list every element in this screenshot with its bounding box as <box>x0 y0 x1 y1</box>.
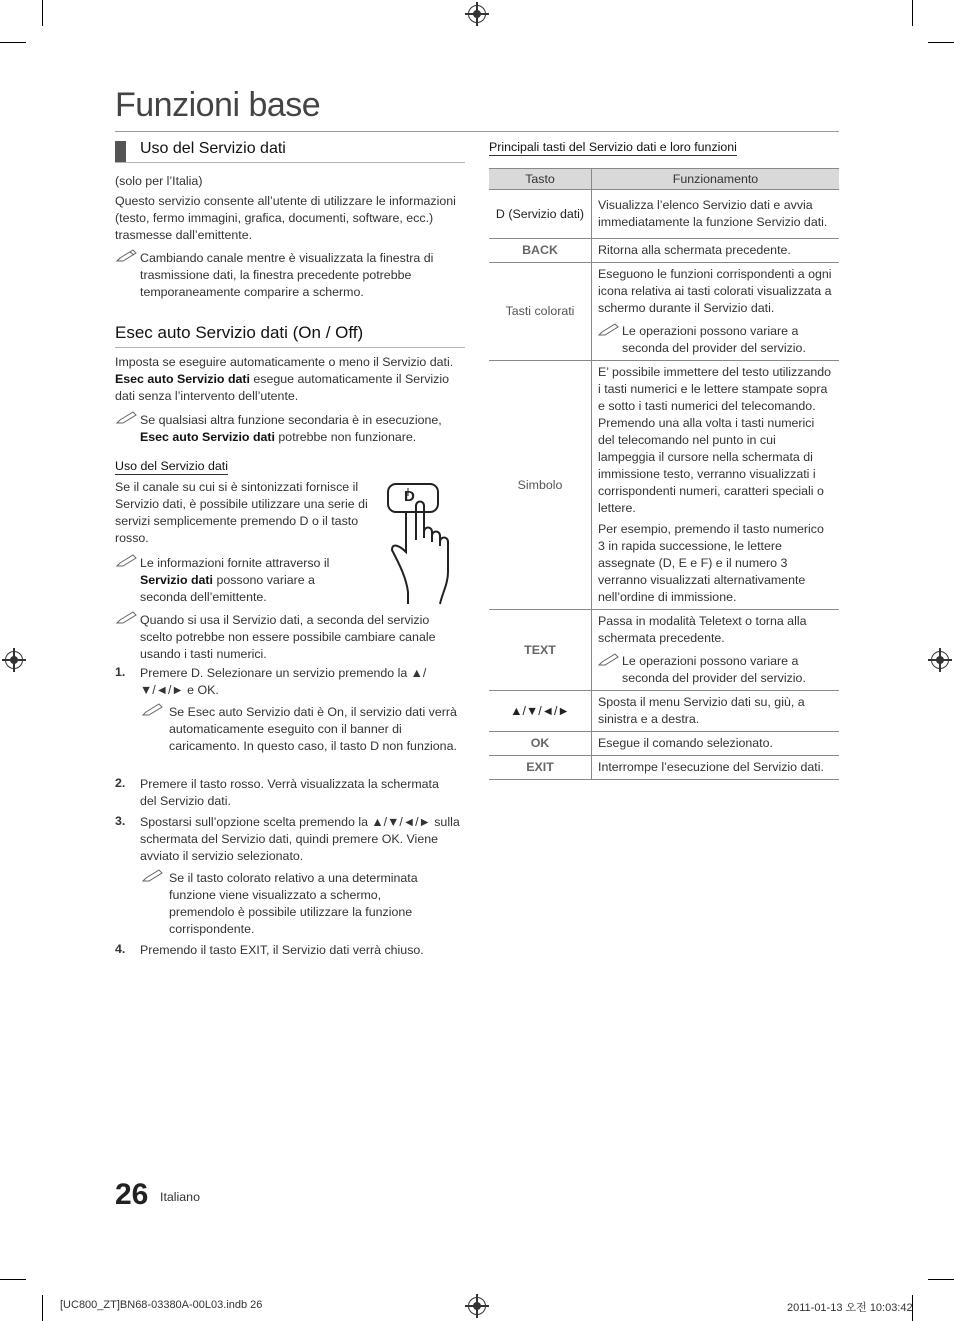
note-pencil-icon <box>142 869 164 883</box>
note-text: Se Esec auto Servizio dati è On, il servizio dati verrà automaticamente eseguito con il banner di caricamento. In questo caso, il tasto D non funziona. <box>169 705 457 753</box>
registration-mark-icon <box>931 651 949 669</box>
function-cell <box>592 263 840 361</box>
note-text: Se qualsiasi altra funzione secondaria è in esecuzione, Esec auto Servizio dati potrebbe non funzionare. <box>140 413 442 444</box>
key-cell: Tasti colorati <box>489 263 592 361</box>
paragraph: (solo per l’Italia) <box>115 174 203 188</box>
column-header: Tasto <box>489 169 592 190</box>
table-row <box>489 732 839 756</box>
column-header: Funzionamento <box>592 169 840 190</box>
step-text: Premere D. Selezionare un servizio premendo la ▲/▼/◄/► e OK. <box>140 666 427 697</box>
function-text: Eseguono le funzioni corrispondenti a ogni icona relativa ai tasti colorati visualizzata a schermo durante il Servizio dati. <box>598 267 832 315</box>
note-pencil-icon <box>598 323 620 337</box>
key-cell: BACK <box>489 239 592 263</box>
function-cell: Esegue il comando selezionato. <box>592 732 840 756</box>
print-footer-file: [UC800_ZT]BN68-03380A-00L03.indb 26 <box>60 1299 263 1311</box>
note-text: Quando si usa il Servizio dati, a seconda del servizio scelto potrebbe non essere possibile cambiare canale usando i tasti numerici. <box>140 613 436 661</box>
note-pencil-icon <box>116 554 138 568</box>
function-cell: Sposta il menu Servizio dati su, giù, a sinistra e a destra. <box>592 691 840 732</box>
registration-mark-icon <box>5 651 23 669</box>
crop-mark <box>42 1295 43 1321</box>
table-title: Principali tasti del Servizio dati e loro funzioni <box>489 140 737 154</box>
crop-mark <box>912 0 913 26</box>
key-cell: OK <box>489 732 592 756</box>
table-header-row <box>489 169 839 190</box>
function-cell <box>592 610 840 691</box>
crop-mark <box>0 1279 26 1280</box>
note-text: Le informazioni fornite attraverso il Servizio dati possono variare a seconda dell’emittente. <box>140 556 330 604</box>
key-cell: EXIT <box>489 756 592 780</box>
table-row <box>489 263 839 361</box>
function-cell <box>592 361 840 610</box>
note-pencil-icon <box>116 411 138 425</box>
crop-mark <box>928 1279 954 1280</box>
heading-rule <box>115 162 465 163</box>
remote-hand-icon <box>386 480 468 606</box>
key-cell: Simbolo <box>489 361 592 610</box>
function-cell: Visualizza l’elenco Servizio dati e avvia immediatamente la funzione Servizio dati. <box>592 190 840 239</box>
table-row <box>489 239 839 263</box>
paragraph: Questo servizio consente all’utente di utilizzare le informazioni (testo, fermo immagini, grafica, documenti, software, ecc.) trasmesse dall’emittente. <box>115 194 456 242</box>
note-text: Le operazioni possono variare a seconda del provider del servizio. <box>622 654 806 685</box>
table-row <box>489 691 839 732</box>
print-footer-date: 2011-01-13 오전 10:03:42 <box>787 1302 913 1314</box>
table-row <box>489 361 839 610</box>
step-text: Spostarsi sull’opzione scelta premendo la ▲/▼/◄/► sulla schermata del Servizio dati, quindi premere OK. Viene avviato il servizio selezionato. <box>140 815 460 863</box>
note-pencil-icon <box>116 611 138 625</box>
registration-mark-icon <box>468 5 486 23</box>
page-language: Italiano <box>160 1190 200 1204</box>
function-cell: Interrompe l’esecuzione del Servizio dati. <box>592 756 840 780</box>
paragraph: Imposta se eseguire automaticamente o meno il Servizio dati. Esec auto Servizio dati esegue automaticamente il Servizio dati senza l’intervento dell’utente. <box>115 355 454 403</box>
note-text: Le operazioni possono variare a seconda del provider del servizio. <box>622 324 806 355</box>
crop-mark <box>0 42 26 43</box>
heading-bar <box>115 141 126 162</box>
remote-key-label: D <box>404 488 415 505</box>
step-number: 1. <box>115 665 126 679</box>
note-pencil-icon <box>598 653 620 667</box>
step-text: Premere il tasto rosso. Verrà visualizzata la schermata del Servizio dati. <box>140 777 439 808</box>
page-title: Funzioni base <box>115 86 321 124</box>
crop-mark <box>928 42 954 43</box>
function-text: Passa in modalità Teletext o torna alla schermata precedente. <box>598 614 807 645</box>
function-text: Per esempio, premendo il tasto numerico 3 in rapida successione, le lettere assegnate (D, E e F) e il numero 3 verranno visualizzati alternativamente nell’ordine di immissione. <box>598 522 824 604</box>
note-text: Se il tasto colorato relativo a una determinata funzione viene visualizzato a schermo, premendolo è possibile utilizzare la funzione corrispondente. <box>169 871 418 936</box>
registration-mark-icon <box>468 1297 486 1315</box>
step-text: Premendo il tasto EXIT, il Servizio dati verrà chiuso. <box>140 943 424 957</box>
title-rule <box>115 131 839 132</box>
note-text: Cambiando canale mentre è visualizzata la finestra di trasmissione dati, la finestra precedente potrebbe temporaneamente comparire a schermo. <box>140 251 434 299</box>
table-row <box>489 190 839 239</box>
step-number: 4. <box>115 942 126 956</box>
key-cell: D (Servizio dati) <box>489 190 592 239</box>
table-note <box>598 653 833 687</box>
paragraph: Se il canale su cui si è sintonizzati fornisce il Servizio dati, è possibile utilizzare una serie di servizi semplicemente premendo D o il tasto rosso. <box>115 480 368 545</box>
table-row <box>489 756 839 780</box>
key-cell: TEXT <box>489 610 592 691</box>
crop-mark <box>42 0 43 26</box>
function-text: E’ possibile immettere del testo utilizzando i tasti numerici e le lettere stampate sopra e sotto i tasti numerici del telecomando. Premendo una alla volta i tasti numerici del telecomando nel punto in cui lampeggia il cursore nella schermata di immissione testo, verranno visualizzati i corrispondenti numeri, caratteri speciali o lettere. <box>598 365 832 515</box>
page-number: 26 <box>115 1178 149 1211</box>
table-note <box>598 323 833 357</box>
table-row <box>489 610 839 691</box>
section-heading: Esec auto Servizio dati (On / Off) <box>115 323 364 342</box>
note-pencil-icon <box>116 249 138 263</box>
step-number: 2. <box>115 776 126 790</box>
heading-rule <box>115 347 465 348</box>
key-cell: ▲/▼/◄/► <box>489 691 592 732</box>
subheading: Uso del Servizio dati <box>115 459 228 473</box>
step-number: 3. <box>115 814 126 828</box>
section-heading: Uso del Servizio dati <box>140 140 286 157</box>
keys-table <box>489 168 839 780</box>
note-pencil-icon <box>142 703 164 717</box>
function-cell: Ritorna alla schermata precedente. <box>592 239 840 263</box>
